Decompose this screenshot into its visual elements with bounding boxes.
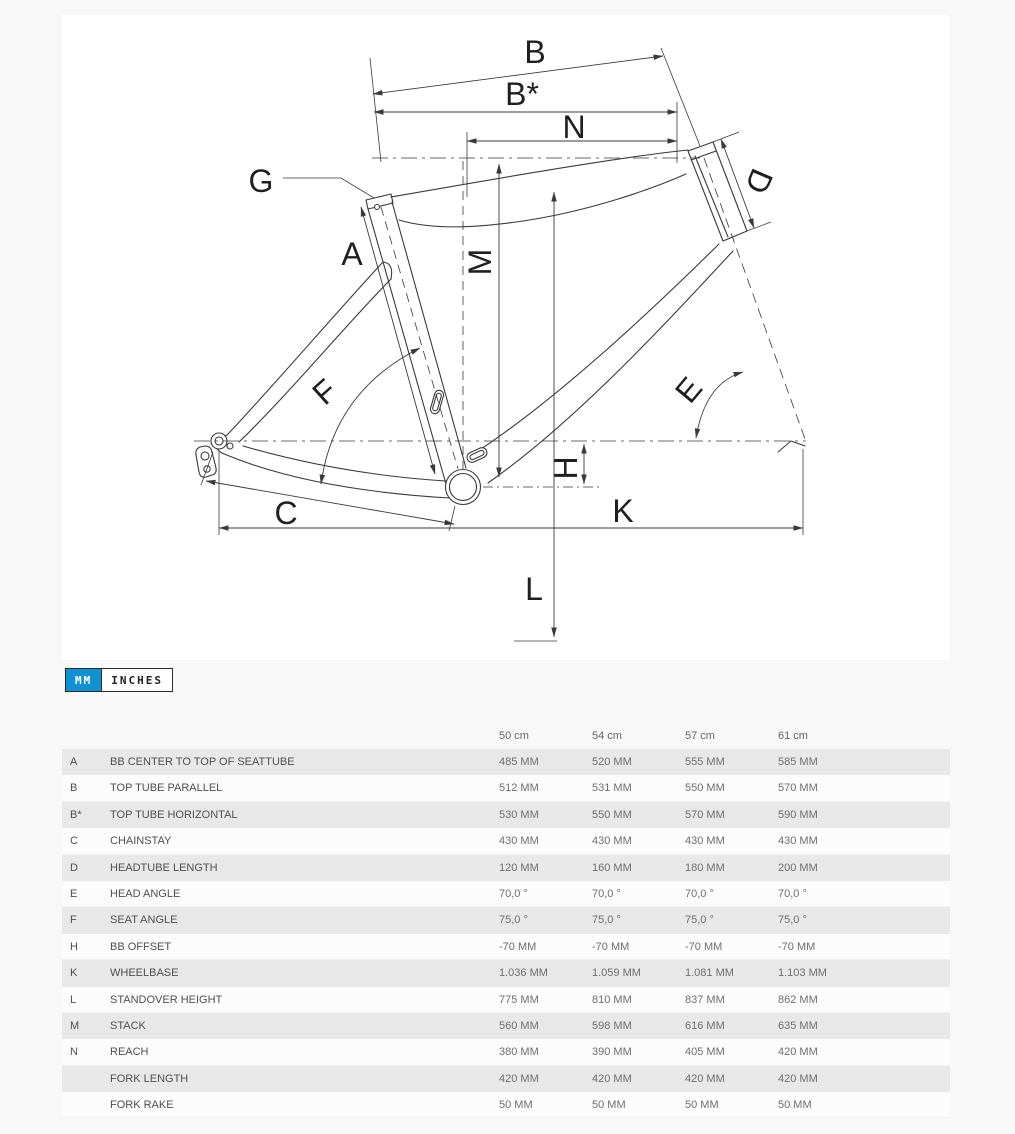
row-value: 50 MM <box>499 1099 533 1112</box>
size-header: 54 cm <box>592 730 622 742</box>
dim-F-arc <box>321 348 420 484</box>
row-value: 430 MM <box>592 835 632 848</box>
size-header: 57 cm <box>685 730 715 742</box>
row-value: 1.059 MM <box>592 967 641 980</box>
table-row <box>62 1039 950 1065</box>
row-name: REACH <box>110 1046 149 1059</box>
row-value: 635 MM <box>778 1019 818 1032</box>
row-value: 50 MM <box>592 1099 626 1112</box>
row-value: 550 MM <box>592 808 632 821</box>
row-letter: K <box>70 967 78 980</box>
chain-stay-bottom-edge <box>222 453 450 498</box>
dim-label-M: M <box>462 248 498 276</box>
row-value: 200 MM <box>778 861 818 874</box>
row-letter: L <box>70 993 77 1006</box>
row-letter: E <box>70 887 78 900</box>
row-value: 70,0 ° <box>499 887 528 900</box>
row-value: 570 MM <box>685 808 725 821</box>
dropout-bolt <box>227 443 233 449</box>
row-value: 160 MM <box>592 861 632 874</box>
units-inches-button[interactable]: INCHES <box>101 669 172 691</box>
row-value: -70 MM <box>685 940 723 953</box>
dim-label-G: G <box>248 163 274 199</box>
table-row <box>62 775 950 801</box>
row-value: 530 MM <box>499 808 539 821</box>
row-value: 775 MM <box>499 993 539 1006</box>
dim-label-D: D <box>738 163 781 199</box>
table-row <box>62 749 950 775</box>
row-value: 810 MM <box>592 993 632 1006</box>
table-row <box>62 934 950 960</box>
row-value: -70 MM <box>778 940 816 953</box>
row-letter: D <box>70 861 78 874</box>
seat-stay-upper-edge <box>227 262 383 435</box>
row-name: FORK RAKE <box>110 1099 174 1112</box>
row-name: TOP TUBE PARALLEL <box>110 782 223 795</box>
row-letter: A <box>70 756 78 768</box>
row-value: 70,0 ° <box>778 887 807 900</box>
dim-label-A: A <box>341 236 363 272</box>
bb-shell-outer <box>446 470 481 505</box>
row-value: 590 MM <box>778 808 818 821</box>
row-value: 430 MM <box>778 835 818 848</box>
row-letter <box>62 1092 110 1117</box>
steering-axis-line <box>704 158 805 439</box>
row-value: 1.081 MM <box>685 967 734 980</box>
table-row <box>62 987 950 1013</box>
dim-C <box>206 481 454 524</box>
header-spacer-name <box>110 723 499 749</box>
dim-A <box>361 207 435 474</box>
seat-tube-axis-line <box>381 207 458 469</box>
row-name: TOP TUBE HORIZONTAL <box>110 808 238 821</box>
dimension-labels <box>249 34 781 607</box>
row-value: 120 MM <box>499 861 539 874</box>
row-value: 570 MM <box>778 782 818 795</box>
row-value: 75,0 ° <box>685 914 714 927</box>
row-letter: C <box>70 835 78 848</box>
row-name: WHEELBASE <box>110 967 179 980</box>
g-leader-line <box>283 178 374 198</box>
hanger-bolt <box>201 452 209 460</box>
row-value: 420 MM <box>592 1072 632 1085</box>
row-value: 585 MM <box>778 756 818 768</box>
table-row <box>62 907 950 933</box>
size-headers <box>499 723 950 749</box>
geometry-table-header <box>62 723 950 749</box>
geometry-diagram <box>62 15 950 660</box>
row-value: 512 MM <box>499 782 539 795</box>
row-value: 50 MM <box>685 1099 719 1112</box>
row-value: 520 MM <box>592 756 632 768</box>
size-header: 61 cm <box>778 730 808 742</box>
row-value: 75,0 ° <box>778 914 807 927</box>
row-value: 862 MM <box>778 993 818 1006</box>
row-value: 485 MM <box>499 756 539 768</box>
row-value: 1.103 MM <box>778 967 827 980</box>
row-value: 380 MM <box>499 1046 539 1059</box>
dim-label-B-star: B* <box>505 76 539 112</box>
row-value: 598 MM <box>592 1019 632 1032</box>
row-name: BB OFFSET <box>110 940 172 953</box>
row-letter <box>62 1066 110 1092</box>
row-value: 550 MM <box>685 782 725 795</box>
seat-clamp-bolt <box>375 205 380 210</box>
row-name: BB CENTER TO TOP OF SEATTUBE <box>110 756 295 768</box>
row-value: 555 MM <box>685 756 725 768</box>
dim-label-B: B <box>524 34 546 70</box>
dim-label-H: H <box>548 456 584 480</box>
head-tube-outline <box>688 142 747 241</box>
top-tube-upper-edge <box>391 150 688 197</box>
down-tube-upper-edge <box>475 244 719 453</box>
seat-tube-right-edge <box>392 202 466 468</box>
dim-E-arc <box>696 372 743 438</box>
seat-stay-lower-edge <box>239 279 391 442</box>
row-value: 75,0 ° <box>499 914 528 927</box>
extension-lines <box>201 48 803 641</box>
header-spacer-letter <box>62 723 110 749</box>
row-value: 70,0 ° <box>592 887 621 900</box>
table-row <box>62 1092 950 1118</box>
row-value: 420 MM <box>685 1072 725 1085</box>
row-value: 50 MM <box>778 1099 812 1112</box>
front-dropout-mark <box>778 441 805 452</box>
row-value: 560 MM <box>499 1019 539 1032</box>
table-row <box>62 1066 950 1092</box>
top-tube-lower-edge <box>399 174 686 227</box>
bottle-boss-outer <box>429 389 444 415</box>
row-letter: F <box>70 914 77 927</box>
dim-label-C: C <box>274 495 298 531</box>
row-value: 405 MM <box>685 1046 725 1059</box>
row-name: SEAT ANGLE <box>110 914 178 927</box>
table-row <box>62 802 950 828</box>
geometry-table <box>62 723 950 1118</box>
table-row <box>62 855 950 881</box>
row-name: STANDOVER HEIGHT <box>110 993 223 1006</box>
row-value: 180 MM <box>685 861 725 874</box>
row-value: 390 MM <box>592 1046 632 1059</box>
row-value: 1.036 MM <box>499 967 548 980</box>
row-name: HEADTUBE LENGTH <box>110 861 218 874</box>
table-row <box>62 960 950 986</box>
bike-frame-drawing <box>196 142 805 505</box>
row-value: 531 MM <box>592 782 632 795</box>
frame-geometry-card <box>62 15 950 660</box>
down-tube-lower-edge <box>488 251 733 483</box>
dim-label-F: F <box>305 371 344 412</box>
row-value: 75,0 ° <box>592 914 621 927</box>
chain-stay-top-edge <box>243 446 446 481</box>
row-letter: H <box>70 940 78 953</box>
geometry-table-rows <box>62 749 950 1118</box>
row-value: 430 MM <box>685 835 725 848</box>
row-letter: B <box>70 782 78 795</box>
size-header: 50 cm <box>499 730 529 742</box>
table-row <box>62 1013 950 1039</box>
row-value: 70,0 ° <box>685 887 714 900</box>
row-value: 837 MM <box>685 993 725 1006</box>
dim-label-N: N <box>562 109 586 145</box>
dim-label-K: K <box>612 493 634 529</box>
fd-mount-outer <box>465 446 488 464</box>
row-name: FORK LENGTH <box>110 1072 189 1085</box>
row-value: 430 MM <box>499 835 539 848</box>
dim-label-E: E <box>667 370 710 410</box>
row-name: CHAINSTAY <box>110 835 172 848</box>
row-letter: N <box>70 1046 78 1059</box>
row-value: 616 MM <box>685 1019 725 1032</box>
head-tube-top-inner-line <box>691 151 716 160</box>
row-name: STACK <box>110 1019 146 1032</box>
row-letter: M <box>70 1019 80 1032</box>
seat-tube-left-edge <box>368 209 446 484</box>
row-letter: B* <box>70 808 82 821</box>
row-value: -70 MM <box>592 940 630 953</box>
units-toggle <box>65 668 173 692</box>
row-value: 420 MM <box>778 1072 818 1085</box>
table-row <box>62 881 950 907</box>
dim-label-L: L <box>525 571 543 607</box>
row-value: 420 MM <box>499 1072 539 1085</box>
table-row <box>62 828 950 854</box>
construction-lines <box>194 158 806 487</box>
row-name: HEAD ANGLE <box>110 887 181 900</box>
row-value: 420 MM <box>778 1046 818 1059</box>
units-mm-button[interactable]: MM <box>66 669 101 691</box>
row-value: -70 MM <box>499 940 537 953</box>
